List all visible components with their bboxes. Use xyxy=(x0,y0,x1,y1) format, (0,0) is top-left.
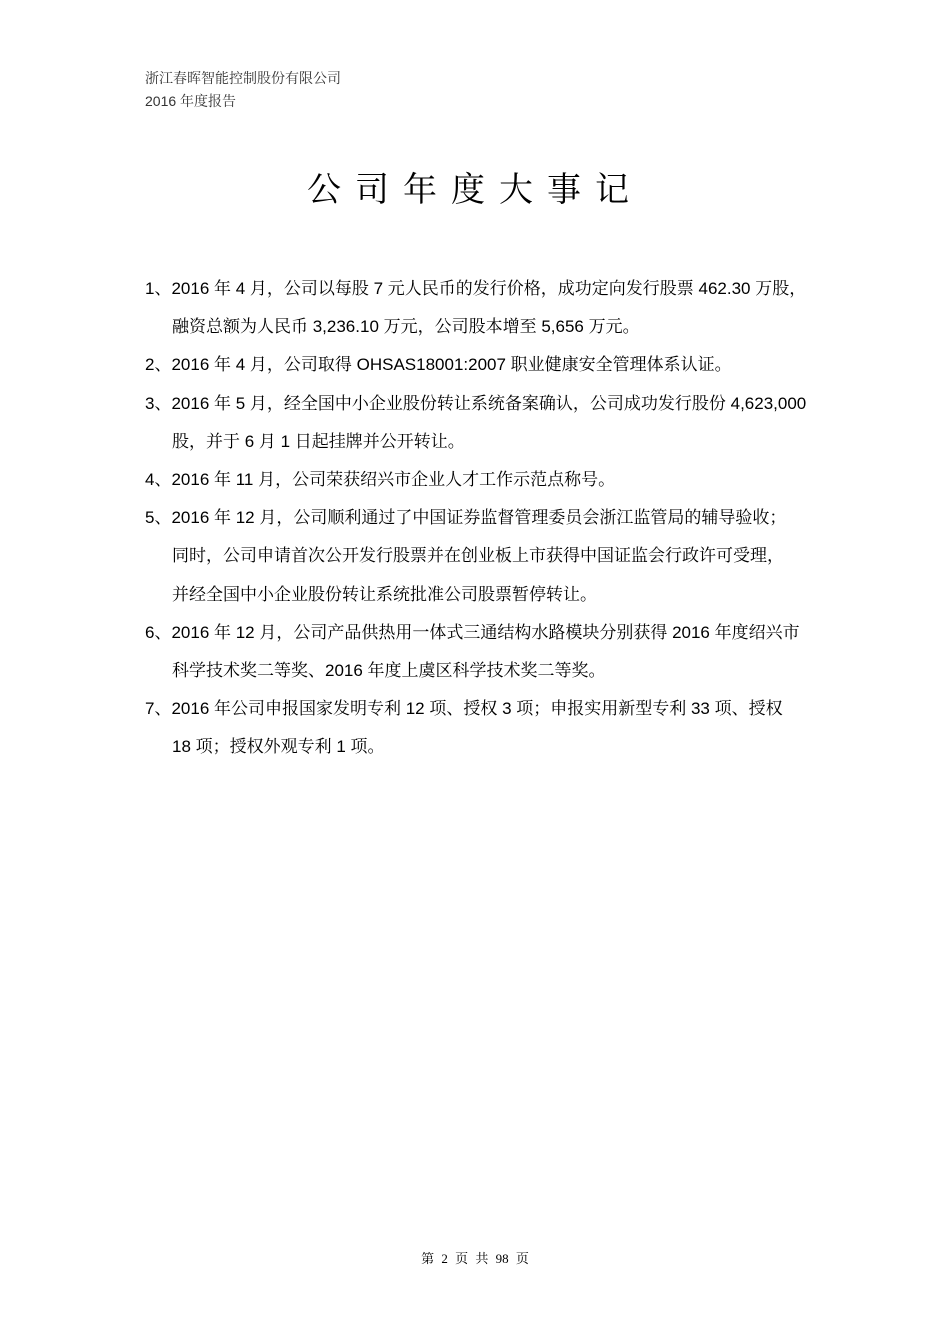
event-item: 2、2016 年 4 月，公司取得 OHSAS18001:2007 职业健康安全管理体系认证。 xyxy=(145,355,732,375)
event-item-continuation: 融资总额为人民币 3,236.10 万元，公司股本增至 5,656 万元。 xyxy=(172,317,640,337)
header-company: 浙江春晖智能控制股份有限公司 xyxy=(145,70,341,86)
event-item: 1、2016 年 4 月，公司以每股 7 元人民币的发行价格，成功定向发行股票 462.30 万股， xyxy=(145,279,807,298)
header-report: 2016 年度报告 xyxy=(145,93,237,109)
page-number: 第 2 页 共 98 页 xyxy=(421,1251,529,1266)
event-item-continuation: 科学技术奖二等奖、2016 年度上虞区科学技术奖二等奖。 xyxy=(172,661,606,680)
event-item: 4、2016 年 11 月，公司荣获绍兴市企业人才工作示范点称号。 xyxy=(145,470,616,489)
event-item-continuation: 同时，公司申请首次公开发行股票并在创业板上市获得中国证监会行政许可受理， xyxy=(172,546,784,566)
event-item: 3、2016 年 5 月，经全国中小企业股份转让系统备案确认，公司成功发行股份 4,623,000 xyxy=(145,393,807,413)
event-item: 5、2016 年 12 月，公司顺利通过了中国证券监督管理委员会浙江监管局的辅导验收； xyxy=(145,508,787,528)
event-item: 6、2016 年 12 月，公司产品供热用一体式三通结构水路模块分别获得 2016 年度绍兴市 xyxy=(145,622,800,642)
page-title: 公司年度大事记 xyxy=(307,171,643,209)
event-item: 7、2016 年公司申报国家发明专利 12 项、授权 3 项；申报实用新型专利 33 项、授权 xyxy=(145,699,783,719)
event-item-continuation: 股，并于 6 月 1 日起挂牌并公开转让。 xyxy=(172,431,465,451)
event-item-continuation: 并经全国中小企业股份转让系统批准公司股票暂停转让。 xyxy=(172,584,597,604)
event-item-continuation: 18 项；授权外观专利 1 项。 xyxy=(172,737,385,757)
